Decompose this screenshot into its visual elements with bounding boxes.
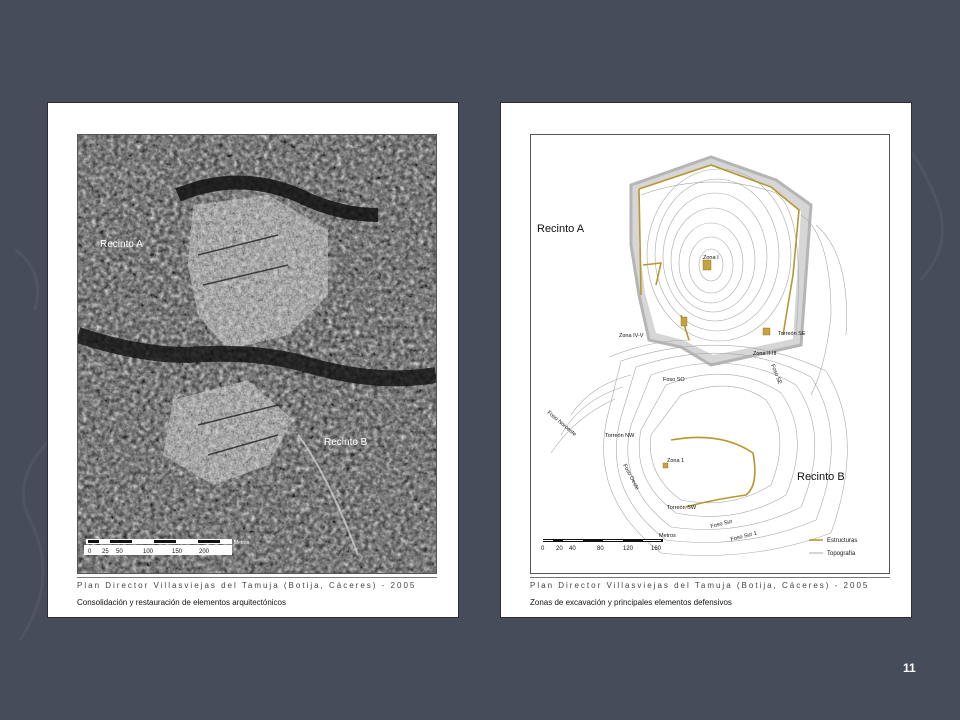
aerial-scale-tick-3: 100 (143, 549, 154, 555)
topo-label-zona-1: Zona 1 (667, 458, 685, 464)
footer-divider (77, 577, 437, 578)
aerial-label-recinto-b: Recinto B (324, 437, 368, 448)
topo-label-foso-sur-1: Foso Sur 1 (730, 530, 758, 543)
slide-page-number: 11 (903, 661, 916, 675)
topo-scale-tick-4: 120 (623, 546, 634, 552)
footer-subtitle: Consolidación y restauración de elementos arquitectónicos (77, 598, 287, 607)
footer-subtitle: Zonas de excavación y principales elementos defensivos (530, 598, 732, 607)
aerial-photo-image (78, 135, 436, 573)
aerial-scale-tick-0: 0 (88, 549, 92, 555)
topo-label-foso-sur: Foso Sur (710, 518, 734, 530)
aerial-scale-bar (84, 539, 250, 555)
aerial-scale-unit: Metros (234, 540, 250, 546)
topo-scale-tick-2: 40 (569, 546, 576, 552)
topographic-map (530, 134, 890, 574)
footer-title: Plan Director Villasviejas del Tamuja (Botija, Cáceres) - 2005 (530, 581, 870, 590)
legend-label-estructuras: Estructuras (827, 538, 858, 544)
topo-label-zona-i: Zona I (703, 255, 719, 261)
topo-label-foso-se: Foso SE (769, 363, 783, 386)
topo-label-recinto-b: Recinto B (797, 471, 845, 483)
footer-title: Plan Director Villasviejas del Tamuja (Botija, Cáceres) - 2005 (77, 581, 417, 590)
topo-label-foso-oeste: Foso Oeste (621, 463, 640, 492)
aerial-photo-panel (47, 102, 459, 618)
aerial-photo (77, 134, 437, 574)
aerial-scale-tick-1: 25 (102, 549, 109, 555)
topo-scale-tick-5: 160 (651, 546, 662, 552)
topographic-map-panel (500, 102, 912, 618)
topo-scale-tick-3: 80 (597, 546, 604, 552)
aerial-label-recinto-a: Recinto A (100, 239, 143, 250)
topographic-map-image (531, 135, 889, 573)
topo-label-foso-so: Foso SO (663, 377, 685, 383)
topo-label-torreon-nw: Torreón NW (605, 433, 635, 439)
footer-divider (530, 577, 890, 578)
legend-label-topografia: Topografía (827, 551, 856, 557)
topo-label-torreon-se: Torreón SE (778, 331, 806, 337)
topo-label-zona-ii-iii: Zona II-III (753, 351, 777, 357)
topo-label-torreon-sw: Torreón SW (667, 505, 697, 511)
topo-scale-unit: Metros (659, 533, 676, 539)
topo-label-foso-noroeste: Foso Noroeste (545, 409, 578, 438)
topo-label-zona-iv-v: Zona IV-V (619, 333, 644, 339)
topo-scale-tick-0: 0 (541, 546, 545, 552)
aerial-scale-tick-2: 50 (116, 549, 123, 555)
topo-scale-tick-1: 20 (556, 546, 563, 552)
aerial-scale-tick-4: 150 (172, 549, 183, 555)
aerial-scale-tick-5: 200 (199, 549, 210, 555)
topo-label-recinto-a: Recinto A (537, 223, 585, 235)
